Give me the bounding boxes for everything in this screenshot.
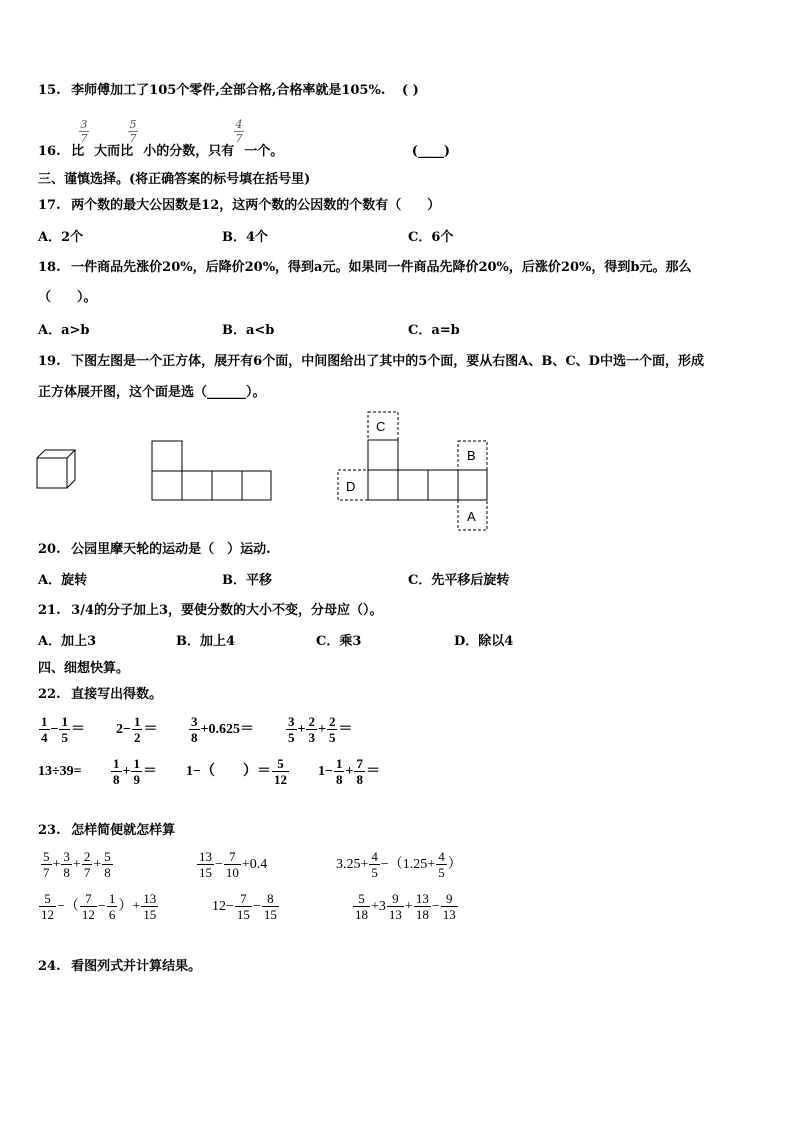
choice-c-label[interactable]: C <box>376 419 386 434</box>
numerator: 1 <box>133 756 140 772</box>
denominator: 8 <box>191 730 198 746</box>
q16 <box>38 143 450 161</box>
denominator: 5 <box>328 730 336 746</box>
denominator: 13 <box>442 907 456 923</box>
q16-fraction-2 <box>128 118 138 145</box>
q19-text: 下图左图是一个正方体，展开有6个面，中间图给出了其中的5个面，要从右图A、B、C、D中选一个面，形成 <box>71 354 704 369</box>
cube-figure <box>36 448 76 492</box>
denominator: 2 <box>133 730 141 746</box>
numerator: 3 <box>288 714 295 730</box>
q18-number: 18. <box>38 260 61 275</box>
q20-option-b[interactable]: B．平移 <box>222 573 272 588</box>
q20-option-c[interactable]: C．先平移后旋转 <box>408 573 510 588</box>
q16-number: 16. <box>38 144 61 159</box>
denominator: 3 <box>308 730 315 746</box>
denominator: 9 <box>133 772 140 788</box>
q24 <box>38 958 201 976</box>
q16-f3-numerator: 4 <box>235 118 243 131</box>
q23-expr-1: $\frac{5}{7}$ + $\frac{3}{8}$ + $\frac{2}{7}$ + $\frac{5}{8}$ <box>43 849 111 881</box>
expression-tail: +0.4 <box>241 857 268 872</box>
q22-expr-2 <box>116 712 157 748</box>
q23-expr-6: $\frac{5}{18}$ +3 $\frac{9}{13}$ + $\frac{13}{18}$ − $\frac{9}{13}$ <box>355 891 456 923</box>
q22-expr-6 <box>110 754 157 790</box>
q15-number: 15. <box>38 83 61 98</box>
q20-text: 公园里摩天轮的运动是（ ）运动. <box>71 542 271 557</box>
q23-expr-4: $\frac{5}{12}$ −（ $\frac{7}{12}$ − $\frac{1}{6}$ ）+ $\frac{13}{15}$ <box>41 891 157 923</box>
expression-middle: +3 <box>371 899 386 914</box>
q16-text-2: 大而比 <box>94 144 134 159</box>
numerator: 3 <box>191 714 198 730</box>
numerator: 7 <box>85 891 92 907</box>
expression-head: 12− <box>212 899 234 914</box>
denominator: 12 <box>41 907 54 923</box>
denominator: 15 <box>263 907 277 923</box>
operator: + <box>345 764 354 779</box>
numerator: 7 <box>229 849 236 865</box>
q23-expr-3 <box>336 846 462 884</box>
expression-head: 3.25+ <box>336 857 369 872</box>
numerator: 1 <box>335 756 343 772</box>
q22-number: 22. <box>38 687 61 702</box>
q16-text-1: 比 <box>71 144 85 159</box>
operator: + <box>122 764 131 779</box>
numerator: 3 <box>63 849 70 865</box>
q22-expr-8 <box>318 754 380 790</box>
numerator: 5 <box>44 891 51 907</box>
choice-d-label[interactable]: D <box>346 479 356 494</box>
denominator: 18 <box>415 907 429 923</box>
q17-option-b[interactable]: B．4个 <box>222 230 269 245</box>
denominator: 8 <box>104 865 111 881</box>
q15 <box>38 82 419 100</box>
q22-expr-7 <box>186 754 290 790</box>
numerator: 2 <box>308 714 315 730</box>
q16-f2-denominator: 7 <box>129 132 137 145</box>
q17-option-c[interactable]: C．6个 <box>408 230 454 245</box>
numerator: 13 <box>415 891 429 907</box>
q19-text-line2: 正方体展开图，这个面是选（______）。 <box>38 385 266 400</box>
denominator: 15 <box>236 907 250 923</box>
q22-expr-5: 13÷39= <box>38 764 82 779</box>
whole-part: 1− <box>318 764 333 779</box>
expression-middle: −（1.25+ <box>380 857 436 872</box>
numerator: 5 <box>43 849 50 865</box>
choice-a-label[interactable]: A <box>467 509 476 524</box>
denominator: 5 <box>371 865 378 881</box>
operator: + <box>297 722 306 737</box>
denominator: 8 <box>63 865 70 881</box>
q18-text-line2: （ ）。 <box>38 290 97 305</box>
equals: ＝ <box>338 722 353 737</box>
q16-text-3: 小的分数，只有 <box>143 144 235 159</box>
numerator: 1 <box>41 714 48 730</box>
denominator: 8 <box>356 772 363 788</box>
numerator: 5 <box>277 756 284 772</box>
q19-number: 19. <box>38 354 61 369</box>
q20-number: 20. <box>38 542 61 557</box>
whole-part: 2− <box>116 722 131 737</box>
q23-expr-5: 12− $\frac{7}{15}$ − $\frac{8}{15}$ <box>212 891 277 923</box>
q21-option-b[interactable]: B．加上4 <box>176 634 236 649</box>
q21-option-a[interactable]: A．加上3 <box>38 634 97 649</box>
q15-text: 李师傅加工了105个零件,全部合格,合格率就是105%. <box>71 83 386 98</box>
q16-f1-numerator: 3 <box>80 118 88 131</box>
q23 <box>38 822 175 840</box>
q20-option-a[interactable]: A．旋转 <box>38 573 88 588</box>
equals: ＝ <box>365 764 380 779</box>
numerator: 5 <box>358 891 365 907</box>
numerator: 7 <box>356 756 363 772</box>
middle-net-figure <box>150 440 274 502</box>
denominator: 5 <box>288 730 295 746</box>
denominator: 15 <box>143 907 157 923</box>
numerator: 1 <box>113 756 120 772</box>
q22 <box>38 686 162 704</box>
q16-fraction-3 <box>234 118 244 145</box>
q20 <box>38 541 271 559</box>
numerator: 9 <box>392 891 399 907</box>
denominator: 5 <box>61 730 68 746</box>
denominator: 4 <box>41 730 48 746</box>
q16-text-4: 一个。 <box>244 144 284 159</box>
q18-option-c[interactable]: C．a=b <box>408 323 460 338</box>
denominator: 8 <box>335 772 343 788</box>
denominator: 8 <box>113 772 120 788</box>
numerator: 13 <box>199 849 212 865</box>
denominator: 18 <box>355 907 368 923</box>
numerator: 7 <box>240 891 247 907</box>
numerator: 5 <box>104 849 111 865</box>
q18-option-b[interactable]: B．a<b <box>222 323 275 338</box>
equals: ＝ <box>70 722 85 737</box>
q24-text: 看图列式并计算结果。 <box>71 959 202 974</box>
q21-option-c[interactable]: C．乘3 <box>316 634 362 649</box>
q17-text: 两个数的最大公因数是12，这两个数的公因数的个数有（ ） <box>71 198 441 213</box>
denominator: 10 <box>225 865 239 881</box>
q22-expr-1 <box>38 712 85 748</box>
section-4-heading: 四、细想快算。 <box>38 661 130 676</box>
choice-b-label[interactable]: B <box>467 448 476 463</box>
q18-text: 一件商品先涨价20%，后降价20%，得到a元。如果同一件商品先降价20%，后涨价20%，得到b元。那么 <box>71 260 692 275</box>
expression-tail: +0.625＝ <box>200 722 254 737</box>
q17-number: 17. <box>38 198 61 213</box>
numerator: 9 <box>445 891 453 907</box>
q17 <box>38 197 440 215</box>
q18 <box>38 259 691 277</box>
expression-head: 1−（ ）＝ <box>186 764 271 779</box>
section-3-heading: 三、谨慎选择。(将正确答案的标号填在括号里) <box>38 172 311 187</box>
q17-option-a[interactable]: A．2个 <box>38 230 84 245</box>
q15-answer-paren[interactable]: ( ) <box>401 83 419 98</box>
operator: − <box>50 722 59 737</box>
q22-text: 直接写出得数。 <box>71 687 163 702</box>
q23-expr-2: $\frac{13}{15}$ − $\frac{7}{10}$ +0.4 <box>199 849 268 881</box>
denominator: 12 <box>81 907 95 923</box>
denominator: 5 <box>438 865 445 881</box>
q16-f2-numerator: 5 <box>129 118 137 131</box>
q22-expr-3 <box>188 712 254 748</box>
numerator: 1 <box>133 714 141 730</box>
numerator: 4 <box>371 849 378 865</box>
q24-number: 24. <box>38 959 61 974</box>
denominator: 6 <box>108 907 116 923</box>
denominator: 13 <box>388 907 402 923</box>
q23-number: 23. <box>38 823 61 838</box>
q21-option-d[interactable]: D．除以4 <box>454 634 514 649</box>
denominator: 7 <box>43 865 50 881</box>
q16-answer-paren[interactable]: (____) <box>411 144 451 159</box>
q23-text: 怎样简便就怎样算 <box>71 823 176 838</box>
numerator: 2 <box>83 849 91 865</box>
denominator: 12 <box>273 772 287 788</box>
numerator: 4 <box>438 849 445 865</box>
q16-fraction-1 <box>79 118 89 145</box>
equals: ＝ <box>142 764 157 779</box>
q19 <box>38 353 704 371</box>
q21-text: 3/4的分子加上3，要使分数的大小不变，分母应（）。 <box>71 603 383 618</box>
q21-number: 21. <box>38 603 61 618</box>
numerator: 2 <box>328 714 336 730</box>
numerator: 1 <box>108 891 116 907</box>
numerator: 8 <box>267 891 274 907</box>
denominator: 7 <box>83 865 91 881</box>
q16-f1-denominator: 7 <box>80 132 88 145</box>
denominator: 15 <box>199 865 212 881</box>
operator: + <box>317 722 326 737</box>
q16-f3-denominator: 7 <box>235 132 243 145</box>
q18-option-a[interactable]: A．a>b <box>38 323 90 338</box>
numerator: 1 <box>61 714 68 730</box>
numerator: 13 <box>143 891 157 907</box>
expression-tail: ） <box>447 857 462 872</box>
q21 <box>38 602 383 620</box>
q22-expr-4 <box>285 712 352 748</box>
equals: ＝ <box>143 722 158 737</box>
